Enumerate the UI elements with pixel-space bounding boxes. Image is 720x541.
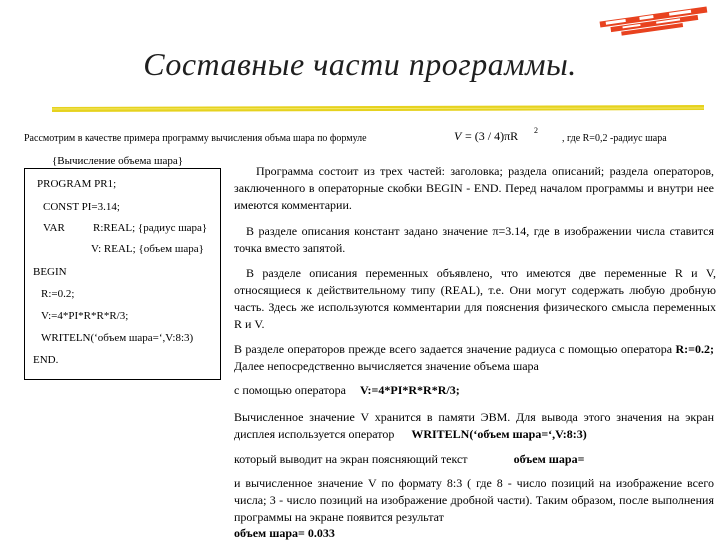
code-line: PROGRAM PR1;: [37, 178, 117, 190]
paragraph-operators: [234, 341, 714, 375]
operators-text: В разделе операторов прежде всего задается значение радиуса с помощью оператора: [234, 342, 676, 356]
output-text: Вычисленное значение V хранится в памяти ЭВМ. Для вывода этого значения на экран дисплея используется оператор: [234, 410, 714, 441]
decorative-logo: [592, 6, 716, 36]
code-line: CONST PI=3.14;: [43, 201, 120, 213]
page-title: Составные части программы.: [143, 46, 577, 82]
paragraph-structure: Программа состоит из трех частей: заголовка; раздела описаний; раздела операторов, заключенного в операторные скобки BEGIN - END. Перед началом программы и внутри нее имеются комментарии.: [234, 164, 714, 212]
code-line: VAR: [43, 222, 65, 234]
paragraph-output: [234, 409, 714, 443]
result-text: объем шара= 0.033: [234, 526, 335, 540]
code-comment: {Вычисление объема шара}: [52, 155, 184, 167]
code-line: WRITELN(‘объем шара=‘,V:8:3): [41, 332, 194, 344]
code-line: R:REAL; {радиус шара}: [93, 222, 208, 234]
paragraph-variables: В разделе описания переменных объявлено, что имеются две переменные R и V, относящиеся к действительному типу (REAL), т.е. Они могут содержать любую дробную часть. Здесь же используются комментарии для пояснения физического смысла переменных R и V.: [234, 266, 716, 331]
code-line: R:=0.2;: [41, 288, 75, 300]
svg-text:= (3 / 4)πR: = (3 / 4)πR: [465, 129, 519, 143]
sphere-volume-formula: [452, 125, 554, 147]
paragraph-format: и вычисленное значение V по формату 8:3 ( где 8 - число позиций на изображение всего числа; 3 - число позиций на изображение дробной части). Таким образом, после выполнения программы на экране появится результат: [234, 476, 714, 524]
operator-volume: V:=4*PI*R*R*R/3;: [359, 383, 460, 397]
paragraph-label: [234, 452, 584, 467]
code-line: BEGIN: [33, 266, 67, 278]
paragraph-result: [234, 526, 335, 541]
paragraph-volume-operator: [234, 383, 460, 398]
output-label: объем шара=: [513, 452, 585, 466]
code-line: END.: [33, 354, 59, 366]
operators-tail: Далее непосредственно вычисляется значение объема шара: [234, 359, 539, 373]
radius-note: , где R=0,2 -радиус шара: [562, 133, 667, 144]
operator-writeln: WRITELN(‘объем шара=‘,V:8:3): [411, 427, 587, 441]
paragraph-constants: В разделе описания констант задано значение π=3.14, где в изображении числа ставится точка вместо запятой.: [234, 224, 714, 255]
code-line: V: REAL; {объем шара}: [91, 243, 204, 255]
code-listing: [24, 168, 221, 380]
code-line: V:=4*PI*R*R*R/3;: [41, 310, 129, 322]
operator-radius: R:=0.2;: [675, 342, 714, 356]
volume-operator-text: с помощью оператора: [234, 383, 346, 397]
svg-text:2: 2: [534, 126, 538, 135]
svg-text:V: V: [454, 129, 462, 143]
label-text: который выводит на экран поясняющий текст: [234, 452, 468, 466]
intro-text: Рассмотрим в качестве примера программу вычисления объма шара по формуле: [24, 133, 367, 144]
yellow-brush-divider: [52, 103, 704, 113]
